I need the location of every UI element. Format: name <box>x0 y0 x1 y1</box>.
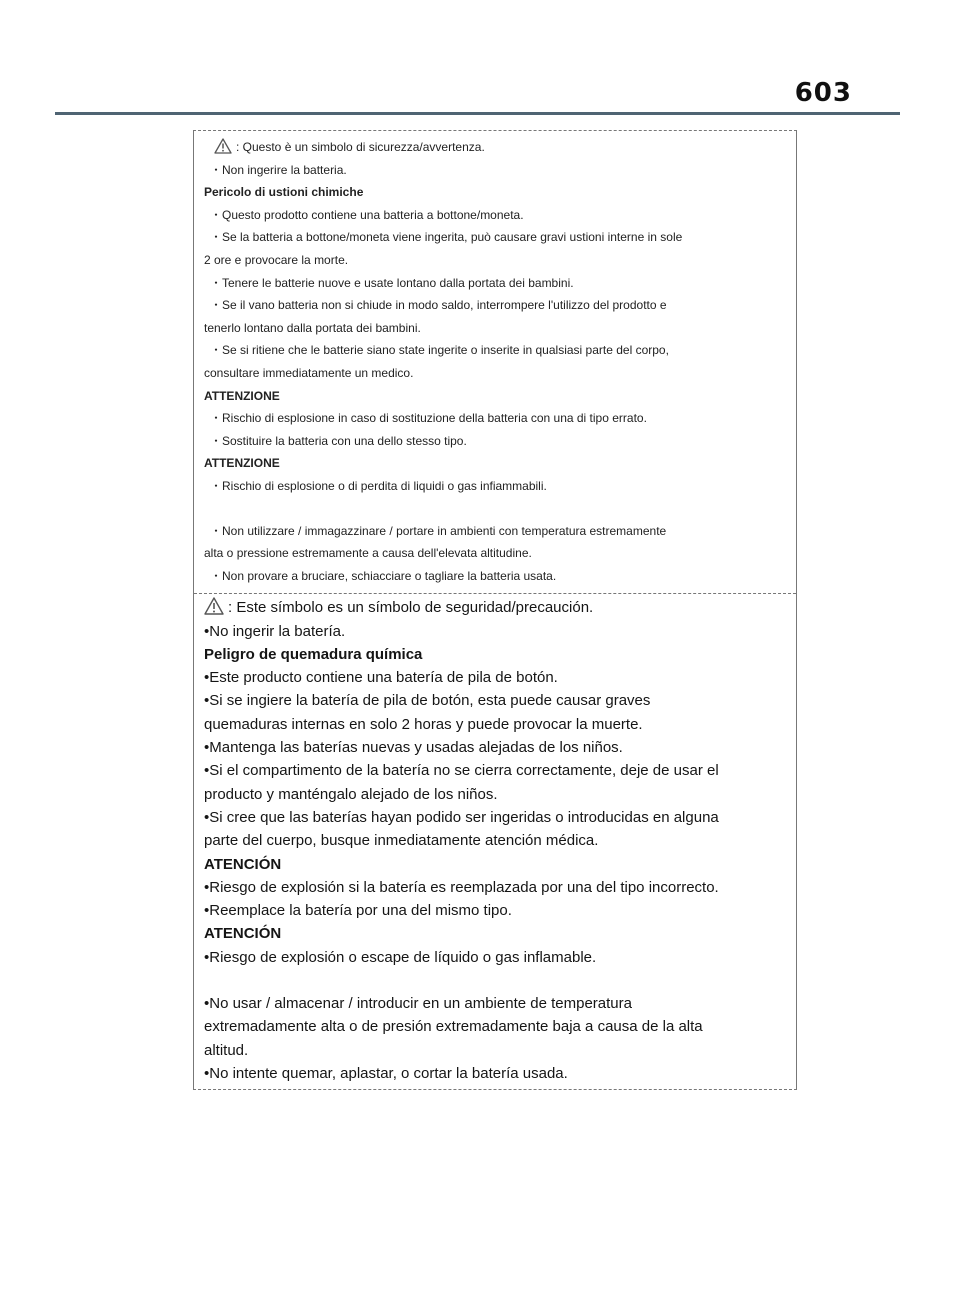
text-line: quemaduras internas en solo 2 horas y puede provocar la muerte. <box>204 715 643 733</box>
text-line: ・Questo prodotto contiene una batteria a bottone/moneta. <box>210 207 524 222</box>
text-line: ・Sostituire la batteria con una dello stesso tipo. <box>210 433 467 448</box>
text-line: consultare immediatamente un medico. <box>204 365 414 380</box>
text-line: ・Non ingerire la batteria. <box>210 162 347 177</box>
section-heading: ATENCIÓN <box>204 855 282 873</box>
text-line: ・Se la batteria a bottone/moneta viene ingerita, può causare gravi ustioni interne in sole <box>210 230 683 245</box>
text-line: ・Non utilizzare / immagazzinare / portare in ambienti con temperatura estremamente <box>210 523 667 538</box>
warning-triangle-icon <box>214 138 232 154</box>
spanish-lines <box>204 620 788 1086</box>
header-rule <box>55 112 900 115</box>
page-number: 603 <box>794 78 852 108</box>
text-line: alta o pressione estremamente a causa dell'elevata altitudine. <box>204 546 532 561</box>
section-heading: ATTENZIONE <box>204 456 280 471</box>
text-line: extremadamente alta o de presión extremadamente baja a causa de la alta <box>204 1018 703 1036</box>
text-line: •No intente quemar, aplastar, o cortar la batería usada. <box>204 1064 568 1082</box>
warning-triangle-icon <box>204 597 224 615</box>
text-line: •Reemplace la batería por una del mismo tipo. <box>204 902 512 920</box>
text-line: ・Se si ritiene che le batterie siano state ingerite o inserite in qualsiasi parte del corpo, <box>210 343 669 358</box>
section-heading: ATTENZIONE <box>204 388 280 403</box>
text-line: altitud. <box>204 1041 249 1059</box>
text-line: tenerlo lontano dalla portata dei bambini. <box>204 320 421 335</box>
text-line: •Si el compartimento de la batería no se cierra correctamente, deje de usar el <box>204 762 719 780</box>
text-line: •Si cree que las baterías hayan podido ser ingeridas o introducidas en alguna <box>204 808 719 826</box>
text-line: ・Rischio di esplosione in caso di sostituzione della batteria con una di tipo errato. <box>210 411 647 426</box>
section-heading: Pericolo di ustioni chimiche <box>204 185 364 200</box>
text-line: •Este producto contiene una batería de pila de botón. <box>204 669 558 687</box>
text-line: ・Non provare a bruciare, schiacciare o tagliare la batteria usata. <box>210 568 557 583</box>
italian-symbol-note: : Questo è un simbolo di sicurezza/avvertenza. <box>236 140 485 154</box>
text-line: parte del cuerpo, busque inmediatamente atención médica. <box>204 832 599 850</box>
blank-line <box>204 969 788 992</box>
text-line: •Si se ingiere la batería de pila de botón, esta puede causar graves <box>204 692 651 710</box>
text-line: 2 ore e provocare la morte. <box>204 252 349 267</box>
italian-lines <box>204 159 788 588</box>
text-line: producto y manténgalo alejado de los niños. <box>204 785 498 803</box>
text-line: •No ingerir la batería. <box>204 622 346 640</box>
text-line: •No usar / almacenar / introducir en un ambiente de temperatura <box>204 995 632 1013</box>
section-heading: ATENCIÓN <box>204 925 282 943</box>
spanish-symbol-note: : Este símbolo es un símbolo de seguridad/precaución. <box>228 599 594 617</box>
text-line: •Riesgo de explosión si la batería es reemplazada por una del tipo incorrecto. <box>204 878 719 896</box>
section-heading: Peligro de quemadura química <box>204 645 423 663</box>
text-line: ・Tenere le batterie nuove e usate lontano dalla portata dei bambini. <box>210 275 574 290</box>
text-line: ・Se il vano batteria non si chiude in modo saldo, interrompere l'utilizzo del prodotto e <box>210 298 667 313</box>
spanish-section <box>194 593 796 1089</box>
text-line: ・Rischio di esplosione o di perdita di liquidi o gas infiammabili. <box>210 478 547 493</box>
blank-line <box>204 498 788 520</box>
battery-warning-box <box>193 130 797 1090</box>
italian-section <box>194 131 796 593</box>
text-line: •Mantenga las baterías nuevas y usadas alejadas de los niños. <box>204 739 623 757</box>
spanish-symbol-line <box>204 596 788 619</box>
italian-symbol-line <box>204 136 788 159</box>
text-line: •Riesgo de explosión o escape de líquido o gas inflamable. <box>204 948 597 966</box>
